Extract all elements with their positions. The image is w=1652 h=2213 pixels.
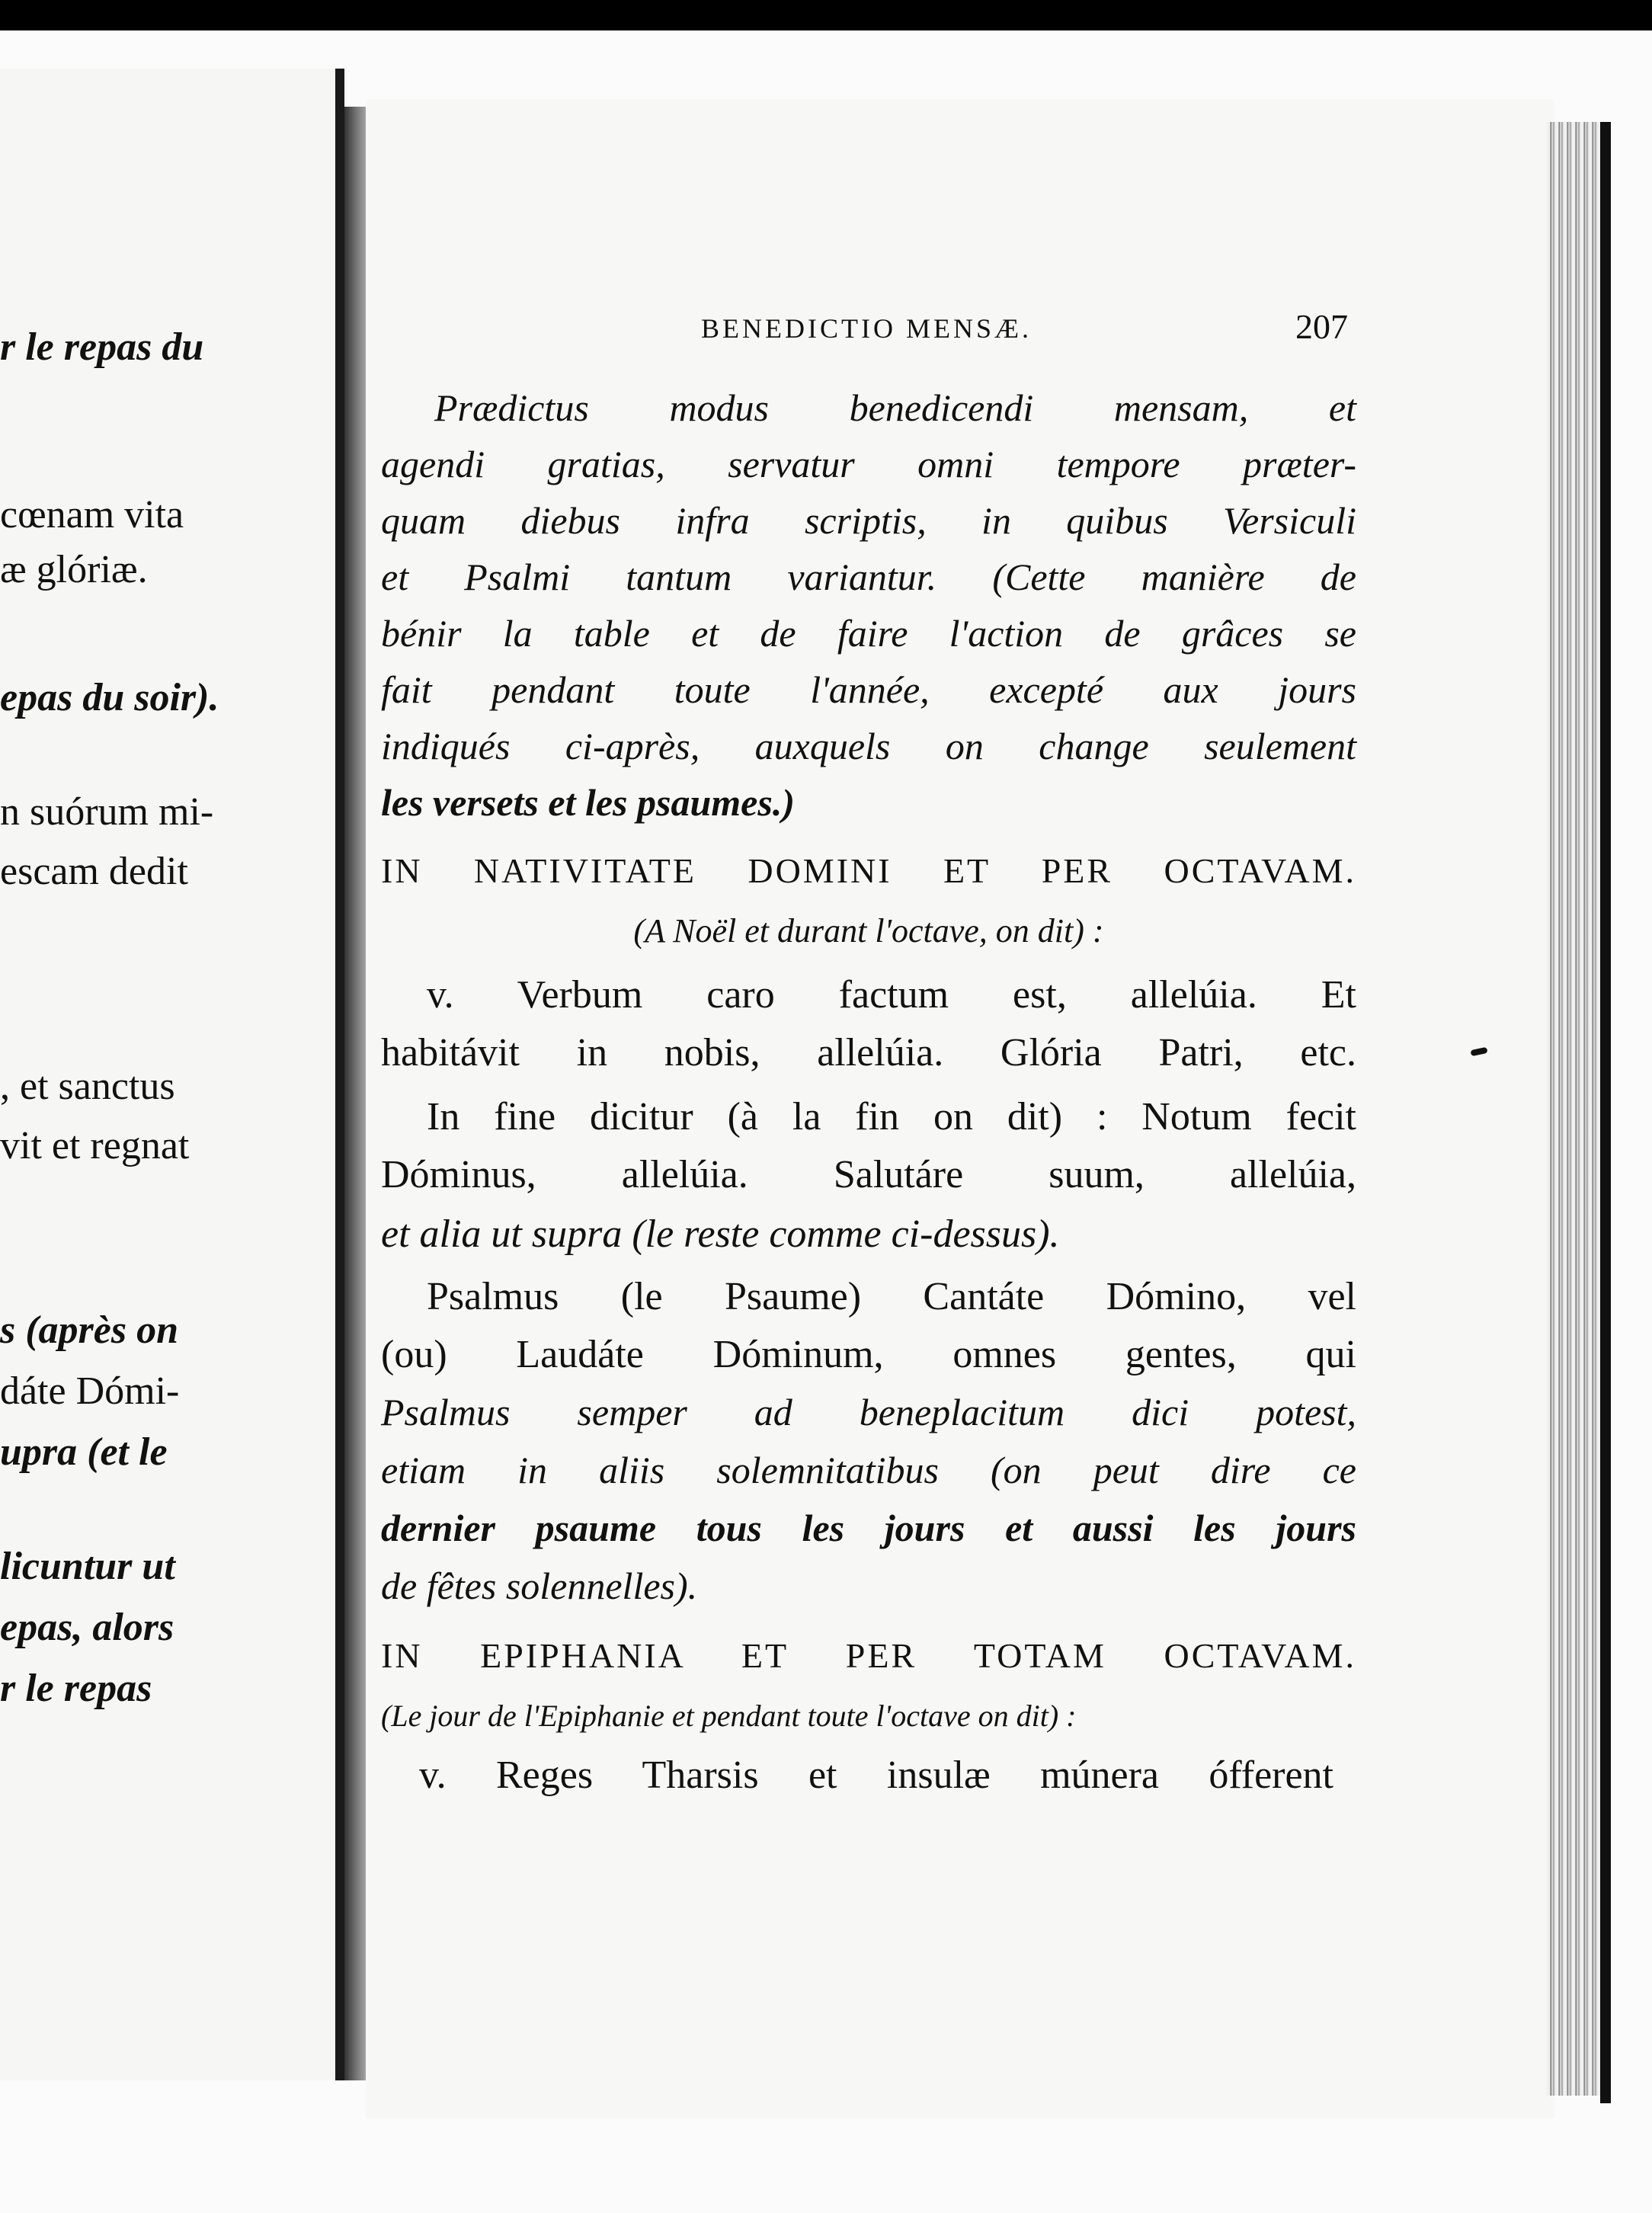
left-page-line: r le repas (0, 1667, 152, 1710)
paragraph-line: v. Reges Tharsis et insulæ múnera ófferent (419, 1753, 1333, 1797)
left-page-line: cœnam vita (0, 493, 184, 536)
left-page-line: r le repas du (0, 325, 204, 369)
section-heading: IN EPIPHANIA ET PER TOTAM OCTAVAM. (381, 1636, 1356, 1675)
section-subheading: (A Noël et durant l'octave, on dit) : (633, 912, 1104, 950)
paragraph-line: et alia ut supra (le reste comme ci-dessus). (381, 1212, 1060, 1256)
running-head: BENEDICTIO MENSÆ. (701, 313, 1032, 344)
paragraph-line: dernier psaume tous les jours et aussi les jours (381, 1507, 1356, 1549)
paragraph-line: Prædictus modus benedicendi mensam, et (434, 386, 1356, 429)
left-page-line: , et sanctus (0, 1065, 175, 1108)
left-page-line: licuntur ut (0, 1545, 175, 1588)
paragraph-line: indiqués ci-après, auxquels on change seulement (381, 725, 1356, 767)
paragraph-line: habitávit in nobis, allelúia. Glória Patri, etc. (381, 1031, 1356, 1074)
paragraph-line: Psalmus (le Psaume) Cantáte Dómino, vel (427, 1275, 1356, 1318)
paragraph-line: les versets et les psaumes.) (381, 781, 795, 824)
page-edge-shadow (1600, 122, 1611, 2103)
paragraph-line: In fine dicitur (à la fin on dit) : Notum fecit (427, 1095, 1356, 1139)
left-page-line: epas du soir). (0, 676, 219, 719)
left-page-line: n suórum mi- (0, 790, 214, 834)
left-page-line: vit et regnat (0, 1124, 190, 1167)
paragraph-line: v. Verbum caro factum est, allelúia. Et (427, 973, 1356, 1017)
paragraph-line: de fêtes solennelles). (381, 1564, 698, 1607)
page-edges (1547, 122, 1608, 2096)
paragraph-line: Dóminus, allelúia. Salutáre suum, allelúia, (381, 1153, 1356, 1196)
left-page-line: epas, alors (0, 1606, 174, 1649)
section-heading: IN NATIVITATE DOMINI ET PER OCTAVAM. (381, 851, 1356, 890)
page-number: 207 (1295, 307, 1348, 346)
left-page-line: æ glóriæ. (0, 548, 148, 591)
paragraph-line: etiam in aliis solemnitatibus (on peut dire ce (381, 1449, 1356, 1491)
left-page-line: s (après on (0, 1308, 179, 1352)
paragraph-line: bénir la table et de faire l'action de grâces se (381, 612, 1356, 655)
paragraph-line: agendi gratias, servatur omni tempore præter- (381, 443, 1356, 485)
scan-border (0, 0, 1652, 30)
paragraph-line: Psalmus semper ad beneplacitum dici potest, (381, 1391, 1356, 1433)
left-page-line: escam dedit (0, 850, 188, 893)
paragraph-line: et Psalmi tantum variantur. (Cette manière de (381, 556, 1356, 598)
paragraph-line: (ou) Laudáte Dóminum, omnes gentes, qui (381, 1333, 1356, 1376)
left-page-line: upra (et le (0, 1430, 168, 1474)
left-page-line: dáte Dómi- (0, 1369, 180, 1413)
paragraph-line: quam diebus infra scriptis, in quibus Versiculi (381, 499, 1356, 542)
left-page (0, 69, 344, 2080)
paragraph-line: fait pendant toute l'année, excepté aux jours (381, 668, 1356, 711)
section-subheading: (Le jour de l'Epiphanie et pendant toute l'octave on dit) : (381, 1699, 1077, 1733)
